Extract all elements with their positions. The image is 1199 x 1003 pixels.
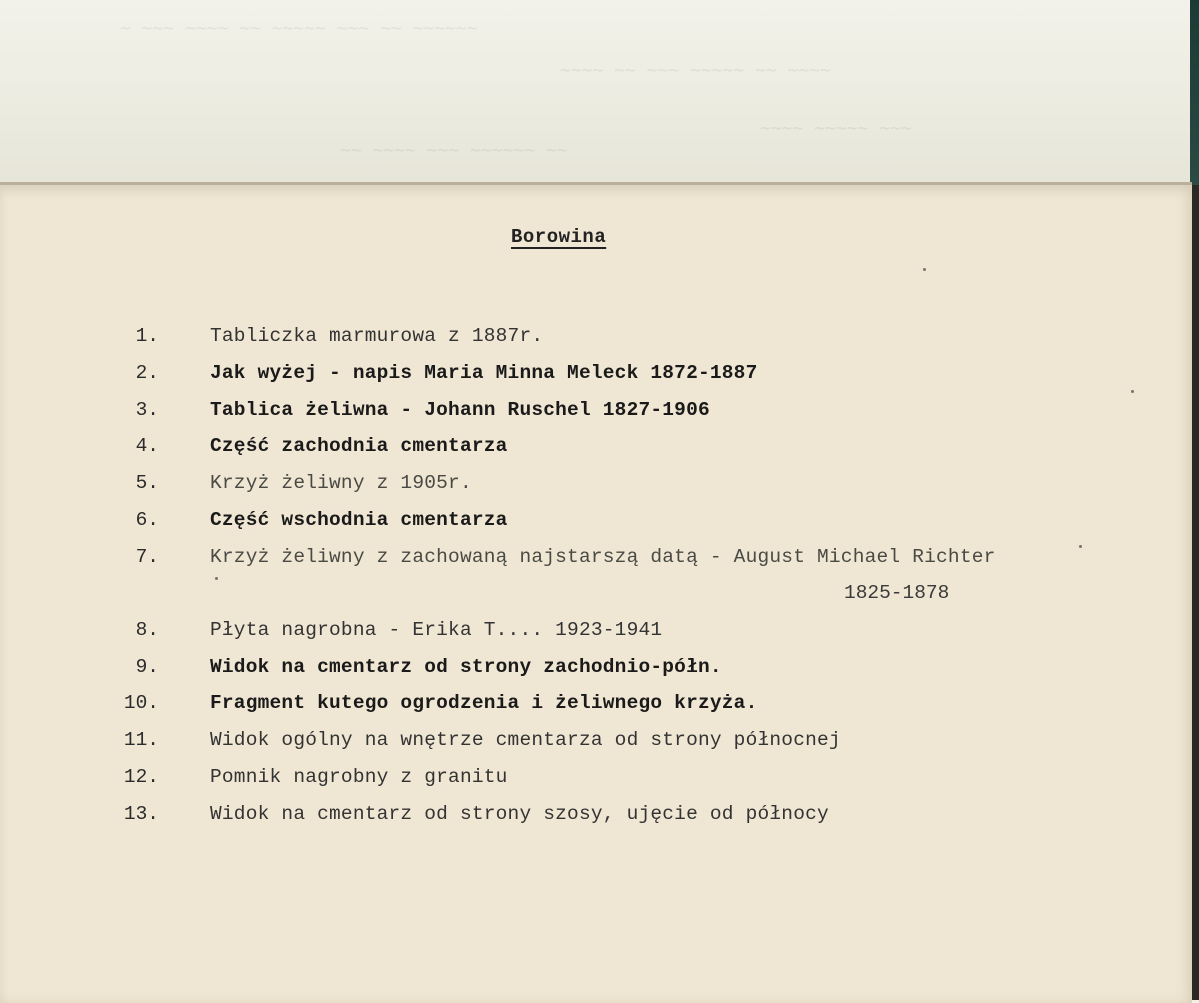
item-text: Jak wyżej - napis Maria Minna Meleck 1872-1887: [210, 361, 758, 384]
paper-speck: [923, 268, 926, 271]
item-text: Część wschodnia cmentarza: [210, 508, 508, 531]
item-text: Widok na cmentarz od strony zachodnio-półn.: [210, 655, 722, 678]
background-edge: [1190, 0, 1199, 185]
item-number: 10.: [123, 692, 159, 715]
list-item: [135, 318, 1180, 355]
item-number: 5.: [135, 472, 159, 495]
bleed-through-text: ~~ ~~~~ ~~~ ~~~~~~ ~~: [340, 140, 568, 161]
top-page-strip: [0, 0, 1199, 185]
list-item: [135, 612, 1180, 649]
item-number: 4.: [135, 435, 159, 458]
list-item: [123, 759, 1180, 796]
item-text-continuation: 1825-1878: [844, 581, 950, 604]
item-text: Tabliczka marmurowa z 1887r.: [210, 325, 544, 347]
photo-caption-list: [123, 318, 1180, 833]
list-item: [135, 355, 1180, 392]
item-text: Fragment kutego ogrodzenia i żeliwnego krzyża.: [210, 692, 758, 715]
page-title: Borowina: [511, 226, 607, 248]
item-number: 2.: [135, 361, 159, 384]
item-text: Pomnik nagrobny z granitu: [210, 765, 508, 788]
item-number: 8.: [135, 618, 159, 641]
item-number: 6.: [135, 508, 159, 531]
list-item: [123, 796, 1180, 833]
item-number: 3.: [135, 398, 159, 421]
bleed-through-text: ~~~~ ~~ ~~~ ~~~~~ ~~ ~~~~: [560, 60, 831, 81]
sheet-right-edge: [1192, 185, 1199, 1000]
item-number: 11.: [123, 729, 159, 752]
item-number: 1.: [135, 325, 159, 347]
item-text: Płyta nagrobna - Erika T.... 1923-1941: [210, 618, 663, 641]
item-text: Krzyż żeliwny z 1905r.: [210, 472, 472, 495]
item-number: 13.: [123, 802, 159, 825]
item-text: Krzyż żeliwny z zachowaną najstarszą datą - August Michael Richter: [210, 545, 996, 568]
bleed-through-text: ~ ~~~ ~~~~ ~~ ~~~~~ ~~~ ~~ ~~~~~~: [120, 18, 478, 39]
item-text: Widok na cmentarz od strony szosy, ujęcie od północy: [210, 802, 829, 825]
list-item: [135, 649, 1180, 686]
item-text: Tablica żeliwna - Johann Ruschel 1827-1906: [210, 398, 710, 421]
list-item: [123, 722, 1180, 759]
bleed-through-text: ~~~~ ~~~~~ ~~~: [760, 118, 912, 139]
list-item: [123, 685, 1180, 722]
list-item: [135, 539, 1180, 612]
list-item: [135, 428, 1180, 465]
list-item: [135, 502, 1180, 539]
item-number: 9.: [135, 655, 159, 678]
item-number: 12.: [123, 765, 159, 788]
item-text: Widok ogólny na wnętrze cmentarza od strony północnej: [210, 729, 841, 752]
item-text: Część zachodnia cmentarza: [210, 435, 508, 458]
list-item: [135, 392, 1180, 429]
item-number: 7.: [135, 545, 159, 568]
list-item: [135, 465, 1180, 502]
